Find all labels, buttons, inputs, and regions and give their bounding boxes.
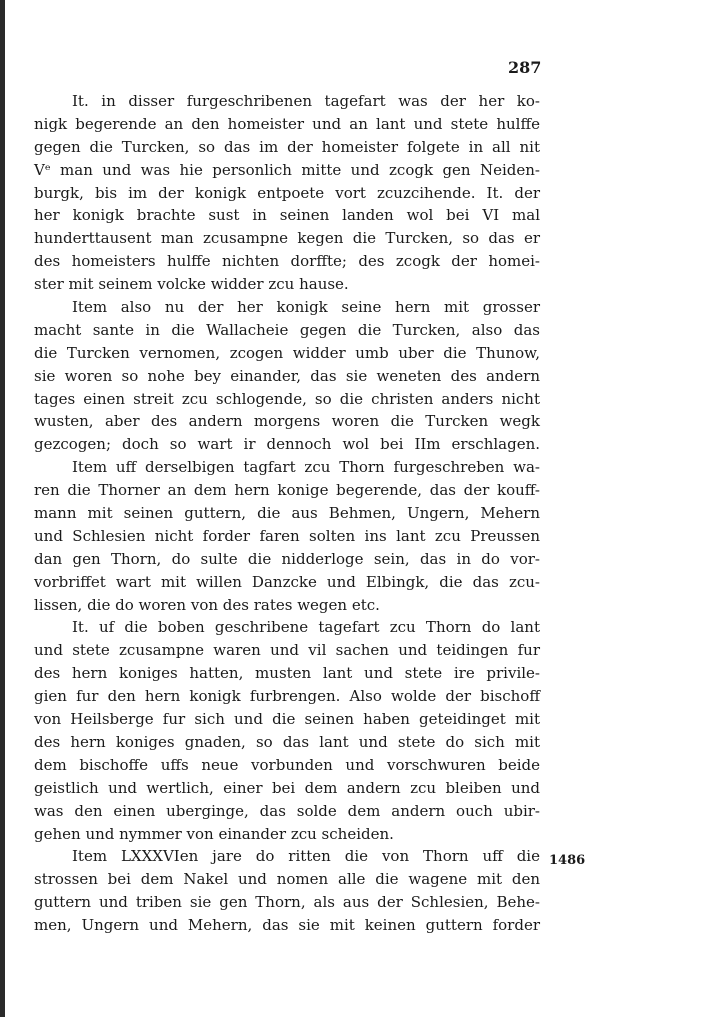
text-line: gien fur den hern konigk furbrengen. Also wolde der bischoff: [34, 687, 540, 706]
margin-year-note: 1486: [549, 853, 586, 868]
text-line: und Schlesien nicht forder faren solten ins lant zcu Preussen: [34, 526, 540, 545]
text-line: burgk, bis im der konigk entpoete vort zcuzcihende. It. der: [34, 183, 540, 202]
text-line: gegen die Turcken, so das im der homeister folgete in all nit: [34, 137, 540, 156]
page-edge-line: [0, 0, 5, 1017]
text-line: It. in disser furgeschribenen tagefart was der her ko-: [72, 92, 540, 110]
text-line: des hern koniges gnaden, so das lant und stete do sich mit: [34, 732, 540, 751]
text-line: macht sante in die Wallacheie gegen die Turcken, also das: [34, 320, 540, 339]
text-line: vorbriffet wart mit willen Danzcke und Elbingk, die das zcu-: [34, 572, 540, 591]
text-line: des hern koniges hatten, musten lant und stete ire privile-: [34, 664, 540, 683]
text-line: tages einen streit zcu schlogende, so die christen anders nicht: [34, 389, 540, 408]
text-line: gezcogen; doch so wart ir dennoch wol bei IIm erschlagen.: [34, 435, 540, 454]
text-line: strossen bei dem Nakel und nomen alle die wagene mit den: [34, 870, 540, 889]
text-line: des homeisters hulffe nichten dorffte; des zcogk der homei-: [34, 252, 540, 271]
page-number: 287: [508, 58, 542, 77]
text-line: wusten, aber des andern morgens woren die Turcken wegk: [34, 412, 540, 431]
text-line: dem bischoffe uffs neue vorbunden und vorschwuren beide: [34, 755, 540, 774]
text-line: dan gen Thorn, do sulte die nidderloge sein, das in do vor-: [34, 549, 540, 568]
text-line: gehen und nymmer von einander zcu scheiden.: [34, 824, 394, 843]
text-line: von Heilsberge fur sich und die seinen haben geteidinget mit: [34, 710, 540, 729]
text-line: sie woren so nohe bey einander, das sie weneten des andern: [34, 366, 540, 385]
text-line: lissen, die do woren von des rates wegen etc.: [34, 595, 380, 614]
text-line: nigk begerende an den homeister und an lant und stete hulffe: [34, 114, 540, 133]
body-text: [34, 90, 540, 937]
text-line: ren die Thorner an dem hern konige begerende, das der kouff-: [34, 481, 540, 500]
text-line: und stete zcusampne waren und vil sachen und teidingen fur: [34, 641, 540, 660]
text-line: ster mit seinem volcke widder zcu hause.: [34, 275, 349, 294]
text-line: Vᵉ man und was hie personlich mitte und zcogk gen Neiden-: [34, 160, 540, 179]
text-line: men, Ungern und Mehern, das sie mit keinen guttern forder: [34, 916, 540, 935]
text-line: Item also nu der her konigk seine hern mit grosser: [72, 298, 540, 317]
text-line: was den einen uberginge, das solde dem andern ouch ubir-: [34, 801, 540, 820]
text-line: geistlich und wertlich, einer bei dem andern zcu bleiben und: [34, 778, 540, 797]
text-line: guttern und triben sie gen Thorn, als aus der Schlesien, Behe-: [34, 893, 540, 912]
text-line: die Turcken vernomen, zcogen widder umb uber die Thunow,: [34, 343, 540, 362]
text-line: her konigk brachte sust in seinen landen wol bei VI mal: [34, 206, 540, 225]
text-line: Item LXXXVIen jare do ritten die von Thorn uff die: [72, 847, 540, 866]
text-line: It. uf die boben geschribene tagefart zcu Thorn do lant: [72, 618, 540, 637]
text-line: hunderttausent man zcusampne kegen die Turcken, so das er: [34, 229, 540, 248]
text-line: mann mit seinen guttern, die aus Behmen, Ungern, Mehern: [34, 504, 540, 523]
text-line: Item uff derselbigen tagfart zcu Thorn furgeschreben wa-: [72, 458, 540, 477]
